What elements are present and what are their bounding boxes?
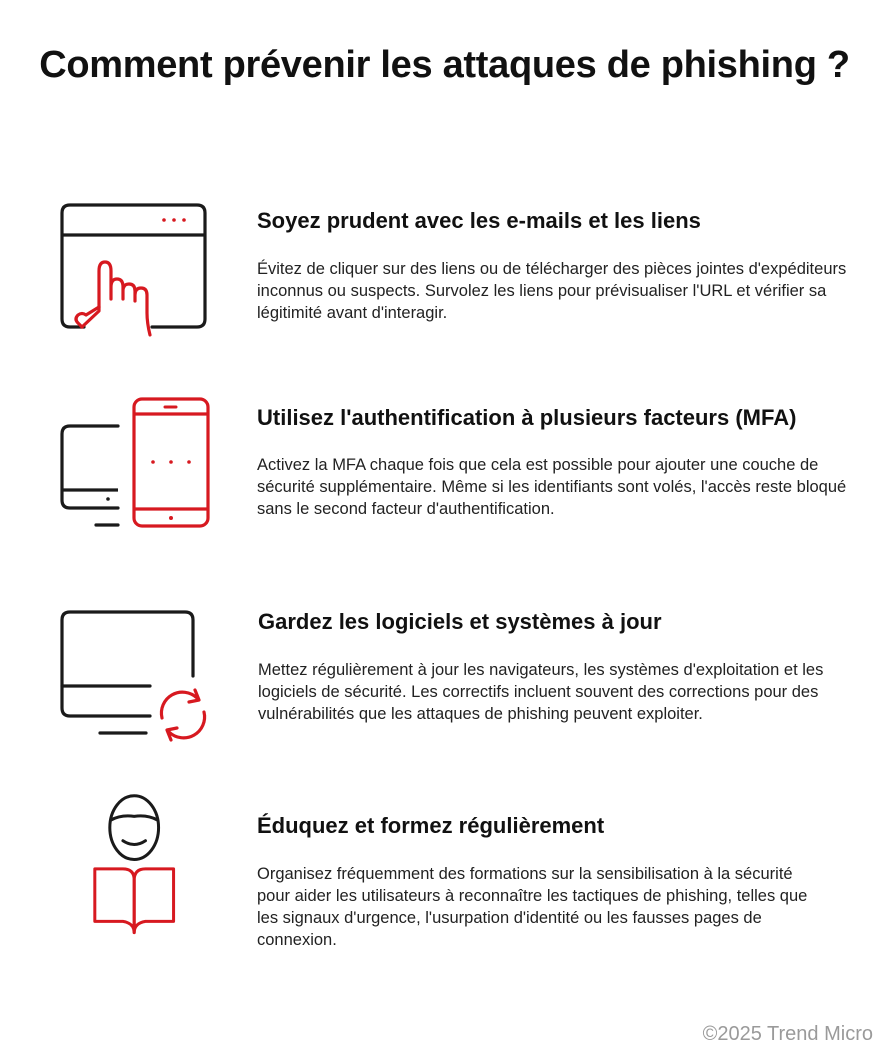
section-heading: Éduquez et formez régulièrement <box>257 813 605 838</box>
section-body: Activez la MFA chaque fois que cela est possible pour ajouter une couche de sécurité supplémentaire. Même si les identifiants sont volés, l'accès reste bloqué sans le second facteur d'authentification. <box>257 456 847 518</box>
section-body: Mettez régulièrement à jour les navigateurs, les systèmes d'exploitation et les logiciels de sécurité. Les correctifs incluent souvent des corrections pour des vulnérabilités que les attaques de phishing peuvent exploiter. <box>258 661 824 723</box>
copyright-notice: ©2025 Trend Micro <box>702 1023 873 1045</box>
section-heading: Utilisez l'authentification à plusieurs facteurs (MFA) <box>257 405 797 430</box>
section-heading: Gardez les logiciels et systèmes à jour <box>258 609 662 634</box>
section-body: Évitez de cliquer sur des liens ou de télécharger des pièces jointes d'expéditeurs inconnus ou suspects. Survolez les liens pour prévisualiser l'URL et vérifier sa légitimité avant d'interagir. <box>257 260 847 322</box>
browser-click-icon <box>52 195 222 345</box>
monitor-update-icon <box>52 602 222 752</box>
mfa-devices-icon <box>52 392 222 542</box>
section-heading: Soyez prudent avec les e-mails et les liens <box>257 208 701 233</box>
person-book-icon <box>52 792 222 942</box>
section-body: Organisez fréquemment des formations sur la sensibilisation à la sécurité pour aider les utilisateurs à reconnaître les tactiques de phishing, telles que les signaux d'urgence, l'usurpation d'identité ou les fausses pages de connexion. <box>257 865 808 949</box>
page-title: Comment prévenir les attaques de phishing ? <box>39 44 850 86</box>
